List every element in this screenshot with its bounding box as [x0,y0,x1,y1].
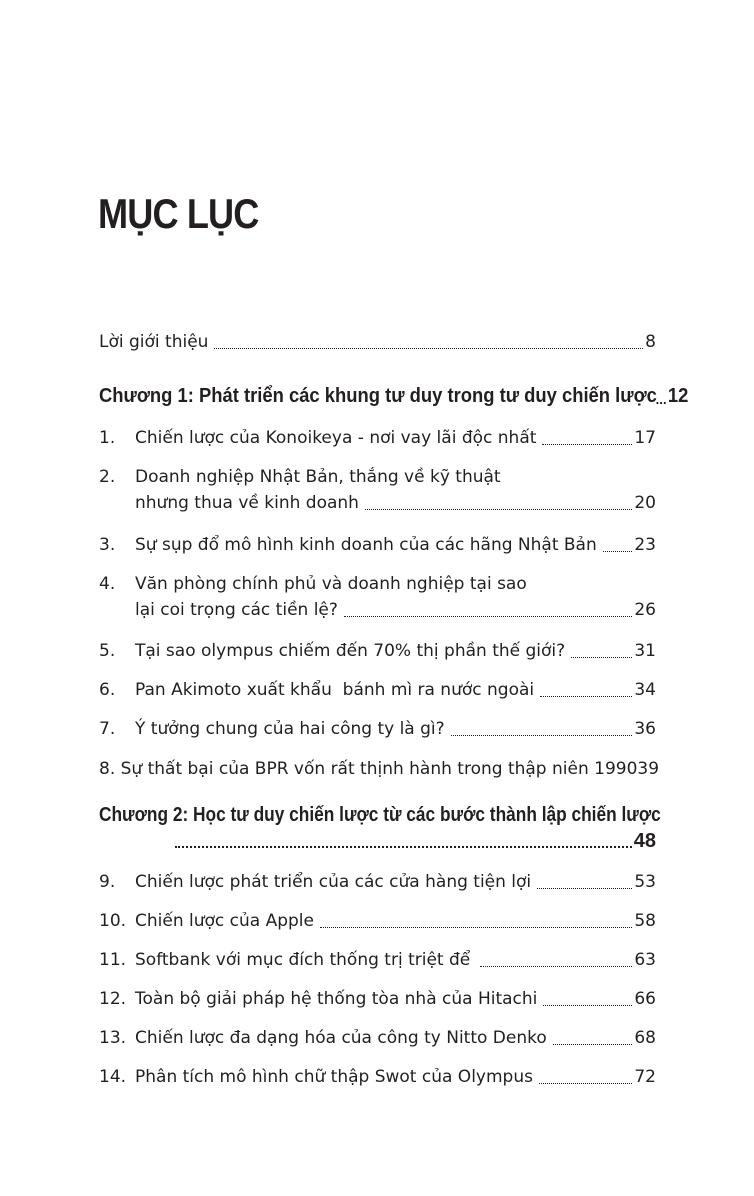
dot-leader [540,696,632,697]
toc-entry-intro[interactable] [99,329,656,355]
toc-entry[interactable] [99,947,656,973]
page-number: 23 [634,535,656,555]
entry-title: Chiến lược đa dạng hóa của công ty Nitto Denko [135,1028,547,1048]
entry-title-line-2: nhưng thua về kinh doanh [135,493,359,513]
toc-entry[interactable] [99,677,656,703]
dot-leader [603,551,633,552]
page-number: 36 [634,719,656,739]
entry-title: Chiến lược của Apple [135,911,314,931]
entry-title: Sự sụp đổ mô hình kinh doanh của các hãng Nhật Bản [135,535,597,555]
dot-leader [451,735,633,736]
dot-leader [480,966,632,967]
entry-title: Toàn bộ giải pháp hệ thống tòa nhà của Hitachi [135,989,538,1009]
entry-number: 14. [99,1067,127,1087]
chapter-1-heading[interactable] [99,383,689,409]
page-number: 20 [634,493,656,513]
toc-entry[interactable] [99,425,656,451]
entry-number: 13. [99,1028,127,1048]
entry-title: Chiến lược phát triển của các cửa hàng tiện lợi [135,872,532,892]
entry-number: 10. [99,911,127,931]
entry-number: 6. [99,680,116,700]
entry-title: Chiến lược của Konoikeya - nơi vay lãi độc nhất [135,428,537,448]
entry-number: 3. [99,535,116,555]
entry-number: 11. [99,950,127,970]
chapter-2-heading[interactable] [99,802,661,854]
dot-leader [175,846,632,848]
entry-title: 8. Sự thất bại của BPR vốn rất thịnh hành trong thập niên 1990 [99,759,638,779]
entry-number: 12. [99,989,127,1009]
dot-leader [320,927,632,928]
dot-leader [543,1005,632,1006]
entry-title: Pan Akimoto xuất khẩu bánh mì ra nước ngoài [135,680,535,700]
page-number: 66 [634,989,656,1009]
chapter-title: Chương 1: Phát triển các khung tư duy trong tư duy chiến lược [99,385,657,407]
toc-entry[interactable] [99,464,656,516]
toc-entry[interactable] [99,571,656,623]
page-number: 53 [634,872,656,892]
toc-entry[interactable] [99,532,656,558]
entry-title: Phân tích mô hình chữ thập Swot của Olympus [135,1067,533,1087]
page-number: 72 [634,1067,656,1087]
toc-entry[interactable] [99,869,656,895]
dot-leader [542,444,632,445]
page-number: 31 [634,641,656,661]
entry-title: Softbank với mục đích thống trị triệt để [135,950,471,970]
page-number: 12 [667,385,689,407]
page-number: 58 [634,911,656,931]
toc-entry[interactable] [99,908,656,934]
entry-title: Tại sao olympus chiếm đến 70% thị phần thế giới? [135,641,566,661]
toc-entry[interactable] [99,716,656,742]
toc-entry[interactable] [99,986,656,1012]
dot-leader [553,1044,633,1045]
page-number: 68 [634,1028,656,1048]
dot-leader [539,1083,632,1084]
dot-leader [365,509,632,510]
page-number: 8 [645,332,656,352]
page-number: 63 [634,950,656,970]
dot-leader [344,616,632,617]
page-number: 17 [634,428,656,448]
page-number: 48 [633,830,656,852]
page-number: 34 [634,680,656,700]
toc-entry[interactable] [99,756,660,782]
entry-number: 4. [99,574,116,594]
entry-title-line-2: lại coi trọng các tiền lệ? [135,600,338,620]
entry-number: 7. [99,719,116,739]
entry-title-line-1: Doanh nghiệp Nhật Bản, thắng về kỹ thuật [135,467,501,487]
toc-entry[interactable] [99,1025,656,1051]
chapter-title: Chương 2: Học tư duy chiến lược từ các bước thành lập chiến lược [99,804,661,826]
entry-number: 5. [99,641,116,661]
page-number: 26 [634,600,656,620]
dot-leader [657,402,666,404]
entry-title-line-1: Văn phòng chính phủ và doanh nghiệp tại sao [135,574,527,594]
page-title: MỤC LỤC [98,190,259,237]
toc-entry[interactable] [99,638,656,664]
entry-number: 2. [99,467,116,487]
dot-leader [214,348,643,349]
toc-entry[interactable] [99,1064,656,1090]
page-number: 39 [637,759,660,779]
dot-leader [571,657,632,658]
entry-title: Ý tưởng chung của hai công ty là gì? [135,719,445,739]
dot-leader [537,888,632,889]
entry-number: 9. [99,872,116,892]
entry-title: Lời giới thiệu [99,332,209,352]
entry-number: 1. [99,428,116,448]
